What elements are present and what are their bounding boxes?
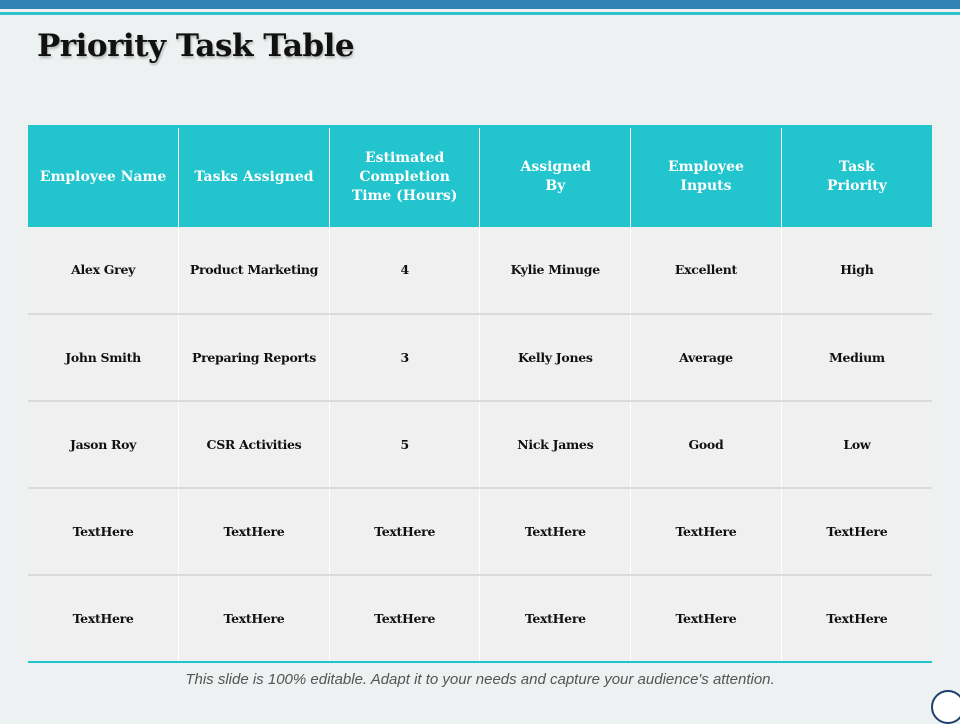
- page-title: Priority Task Table: [37, 28, 355, 64]
- cell-task-priority: Medium: [781, 314, 932, 401]
- cell-placeholder: TextHere: [781, 488, 932, 575]
- cell-placeholder: TextHere: [329, 488, 480, 575]
- cell-hours: 4: [329, 227, 480, 314]
- cell-placeholder: TextHere: [480, 488, 631, 575]
- cell-employee-name: Alex Grey: [28, 227, 179, 314]
- cell-hours: 3: [329, 314, 480, 401]
- cell-hours: 5: [329, 401, 480, 488]
- header-tasks-assigned: Tasks Assigned: [179, 127, 330, 227]
- cell-placeholder: TextHere: [781, 575, 932, 662]
- top-accent-line: [0, 12, 960, 15]
- cell-employee-name: John Smith: [28, 314, 179, 401]
- table-row: [28, 314, 932, 401]
- header-employee-inputs: Employee Inputs: [631, 127, 782, 227]
- cell-placeholder: TextHere: [179, 488, 330, 575]
- cell-placeholder: TextHere: [179, 575, 330, 662]
- cell-employee-inputs: Excellent: [631, 227, 782, 314]
- footnote-caption: This slide is 100% editable. Adapt it to your needs and capture your audience's attention.: [185, 671, 775, 688]
- table-row: [28, 575, 932, 662]
- cell-assigned-by: Kelly Jones: [480, 314, 631, 401]
- cell-placeholder: TextHere: [631, 488, 782, 575]
- header-assigned-by: Assigned By: [480, 127, 631, 227]
- corner-circle-decoration: [931, 690, 960, 724]
- table-row: [28, 227, 932, 314]
- header-estimated-completion-time: Estimated Completion Time (Hours): [329, 127, 480, 227]
- header-task-priority: Task Priority: [781, 127, 932, 227]
- cell-task-priority: High: [781, 227, 932, 314]
- cell-employee-inputs: Good: [631, 401, 782, 488]
- cell-placeholder: TextHere: [631, 575, 782, 662]
- cell-placeholder: TextHere: [28, 488, 179, 575]
- header-employee-name: Employee Name: [28, 127, 179, 227]
- cell-task: Preparing Reports: [179, 314, 330, 401]
- cell-placeholder: TextHere: [480, 575, 631, 662]
- priority-task-table: [28, 125, 932, 663]
- cell-employee-name: Jason Roy: [28, 401, 179, 488]
- cell-task: CSR Activities: [179, 401, 330, 488]
- table-row: [28, 488, 932, 575]
- cell-placeholder: TextHere: [329, 575, 480, 662]
- cell-assigned-by: Kylie Minuge: [480, 227, 631, 314]
- cell-assigned-by: Nick James: [480, 401, 631, 488]
- table-header-row: [28, 127, 932, 227]
- cell-task: Product Marketing: [179, 227, 330, 314]
- cell-employee-inputs: Average: [631, 314, 782, 401]
- top-accent-bar: [0, 0, 960, 9]
- cell-placeholder: TextHere: [28, 575, 179, 662]
- table-row: [28, 401, 932, 488]
- cell-task-priority: Low: [781, 401, 932, 488]
